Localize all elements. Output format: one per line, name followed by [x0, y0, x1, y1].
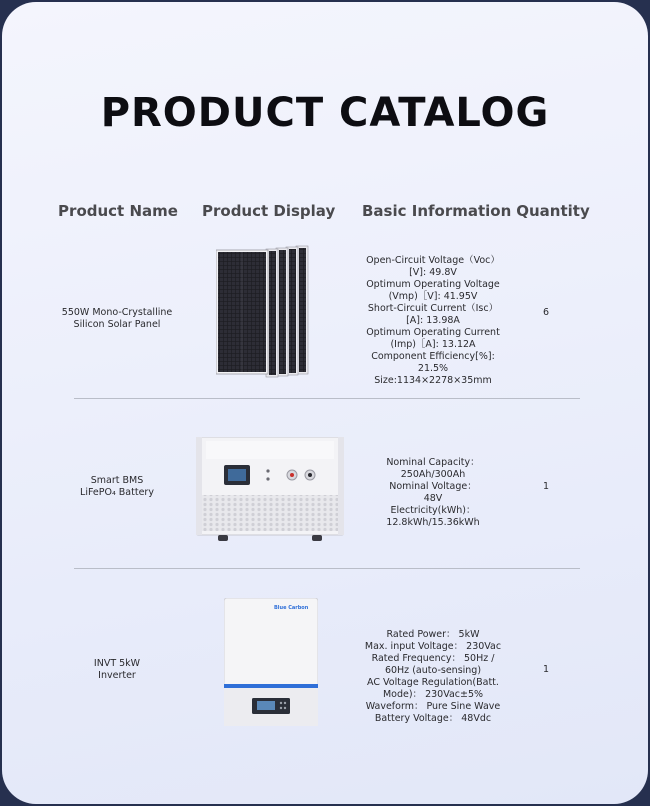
product-quantity-solar: 6 — [542, 307, 550, 318]
solar-panel-front — [216, 250, 268, 374]
solar-panel-back — [266, 246, 308, 377]
product-quantity-battery: 1 — [542, 481, 550, 492]
rack-battery-icon — [196, 437, 344, 543]
header-product-name: Product Name — [58, 202, 178, 220]
header-basic-information: Basic Information — [362, 202, 512, 220]
product-name-solar: 550W Mono-Crystalline Silicon Solar Panel — [61, 307, 173, 330]
product-name-inverter: INVT 5kW Inverter — [93, 658, 141, 681]
catalog-card — [2, 2, 648, 804]
row-divider-1 — [74, 398, 580, 399]
product-name-battery: Smart BMS LiFePO₄ Battery — [80, 475, 154, 498]
inverter-brand-label: Blue Carbon — [274, 605, 309, 611]
solar-panel-stack-icon — [216, 242, 316, 378]
header-quantity: Quantity — [516, 202, 590, 220]
wall-inverter — [224, 598, 318, 726]
product-info-solar: Open-Circuit Voltage（Voc） [V]: 49.8V Optimum Operating Voltage (Vmp)［V]: 41.95V Short-Circuit Current（Isc） [A]: 13.98A Optimum Operating Current (Imp)［A]: 13.12A Component Efficiency[%]: 21.5% Size:1134×2278×35mm — [366, 255, 500, 386]
wall-inverter-icon — [224, 598, 318, 726]
product-info-inverter: Rated Power： 5kW Max. input Voltage： 230Vac Rated Frequency： 50Hz / 60Hz (auto-sensing) AC Voltage Regulation(Batt. Mode)： 230Vac±5% Waveform： Pure Sine Wave Battery Voltage： 48Vdc — [364, 629, 502, 724]
product-info-battery: Nominal Capacity： 250Ah/300Ah Nominal Voltage： 48V Electricity(kWh)： 12.8kWh/15.36kWh — [386, 457, 480, 528]
page-title: PRODUCT CATALOG — [100, 90, 550, 136]
row-divider-2 — [74, 568, 580, 569]
header-product-display: Product Display — [202, 202, 336, 220]
product-quantity-inverter: 1 — [542, 664, 550, 675]
